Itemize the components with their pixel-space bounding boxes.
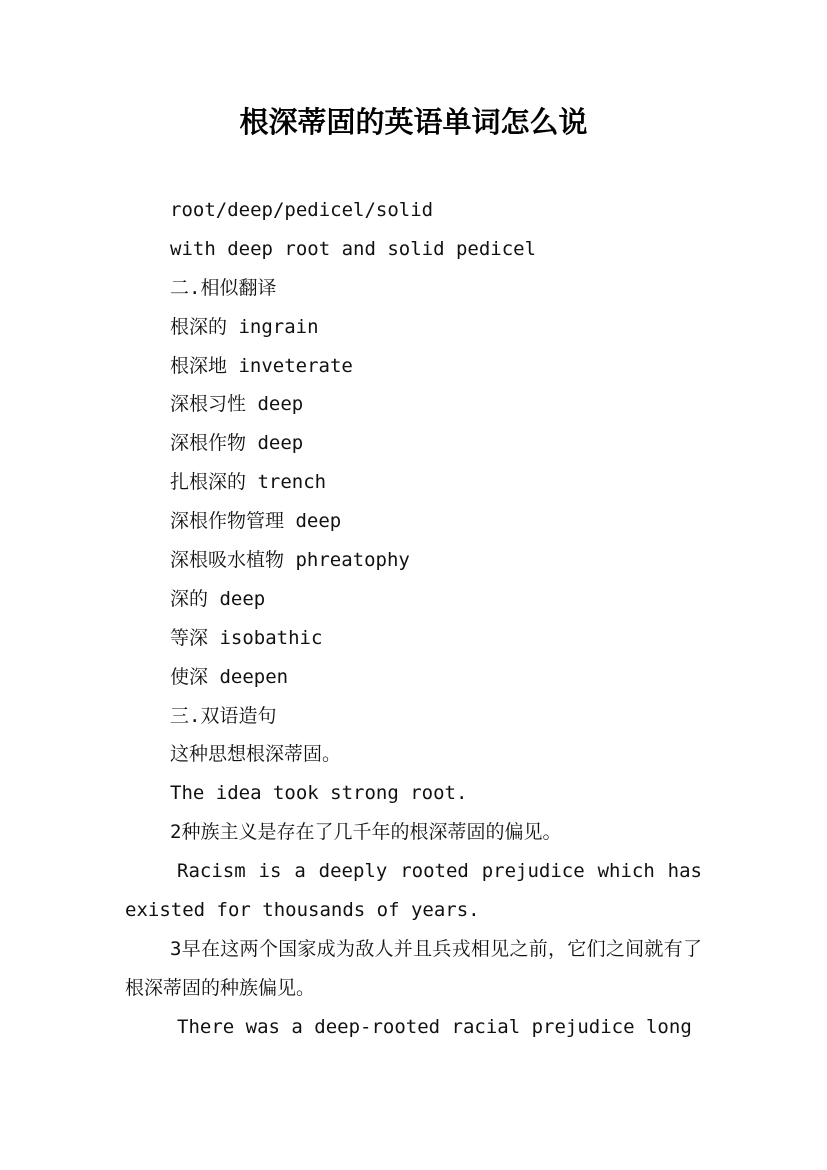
- section-heading: 二.相似翻译: [170, 276, 277, 299]
- translation-item: 等深 isobathic: [170, 626, 323, 649]
- text-line: with deep root and solid pedicel: [170, 237, 537, 260]
- translation-item: 深的 deep: [170, 587, 266, 610]
- translation-item: 深根作物 deep: [170, 432, 304, 455]
- example-sentence: 2种族主义是存在了几千年的根深蒂固的偏见。: [170, 821, 562, 844]
- example-paragraph: 3早在这两个国家成为敌人并且兵戎相见之前，它们之间就有了根深蒂固的种族偏见。: [125, 937, 702, 999]
- document-title: 根深蒂固的英语单词怎么说: [239, 105, 588, 139]
- translation-item: 深根习性 deep: [170, 393, 304, 416]
- translation-item: 深根吸水植物 phreatophy: [170, 549, 410, 572]
- translation-item: 扎根深的 trench: [170, 471, 327, 494]
- example-sentence: 这种思想根深蒂固。: [170, 743, 342, 766]
- document-body: [125, 191, 702, 1047]
- example-paragraph: There was a deep-rooted racial prejudice long: [177, 1015, 692, 1038]
- translation-item: 深根作物管理 deep: [170, 510, 342, 533]
- section-heading: 三.双语造句: [170, 704, 277, 727]
- translation-item: 根深地 inveterate: [170, 354, 353, 377]
- example-sentence: The idea took strong root.: [170, 782, 468, 805]
- text-line: root/deep/pedicel/solid: [170, 199, 434, 221]
- example-paragraph: Racism is a deeply rooted prejudice which has existed for thousands of years.: [125, 860, 702, 922]
- translation-item: 根深的 ingrain: [170, 315, 319, 338]
- translation-item: 使深 deepen: [170, 665, 289, 688]
